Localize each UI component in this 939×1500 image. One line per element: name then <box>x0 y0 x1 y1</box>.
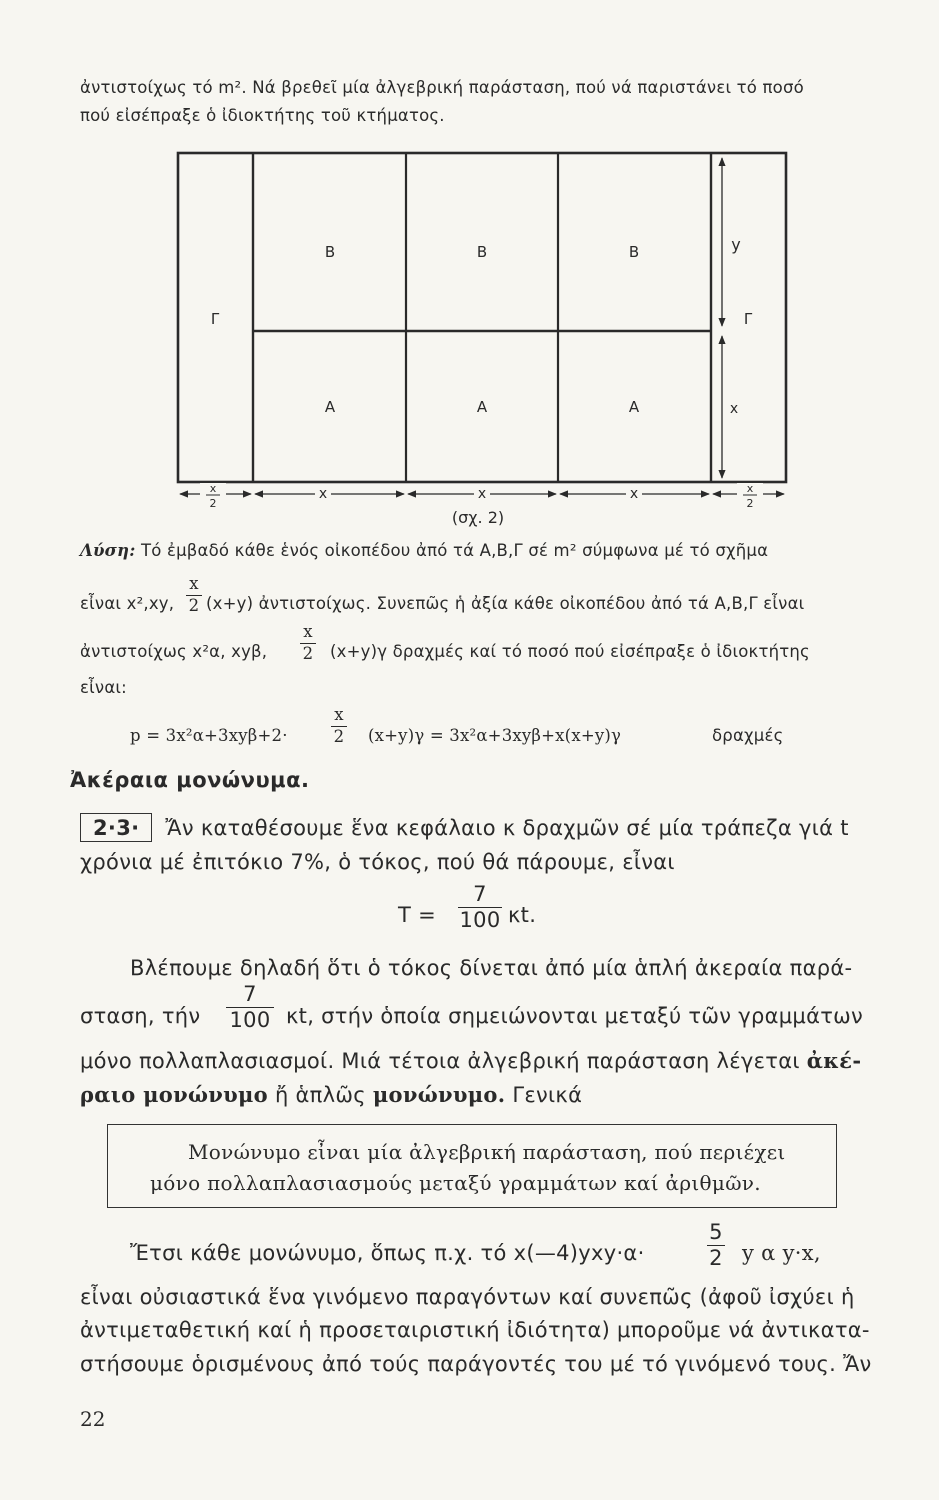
para-2-3-text-6b: ἤ ἁπλῶς <box>274 1083 366 1107</box>
plot-label-A-2: A <box>476 398 488 416</box>
term-akeraio: ἀκέ- <box>806 1048 862 1073</box>
fraction-5-over-2 <box>707 1222 725 1269</box>
intro-line-1: ἀντιστοίχως τό m². Νά βρεθεῖ μία ἀλγεβρική παράσταση, πού νά παριστάνει τό ποσό <box>80 78 804 97</box>
fraction-numerator: 7 <box>473 882 487 906</box>
para-2-3-text-6d: Γενικά <box>512 1083 583 1107</box>
fraction-x-over-2 <box>186 576 202 614</box>
fraction-numerator: x <box>334 705 344 724</box>
closing-line-4: στήσουμε ὁρισμένους ἀπό τούς παράγοντές του μέ τό γινόμενό τους. Ἄν <box>80 1352 872 1376</box>
dim-x-label-1: x <box>318 486 328 502</box>
plot-label-gamma-left: Γ <box>210 310 220 328</box>
solution-text-1: Τό ἐμβαδό κάθε ἑνός οἰκοπέδου ἀπό τά Α,Β,Γ σέ m² σύμφωνα μέ τό σχῆμα <box>140 541 769 560</box>
plot-label-B-3: B <box>628 243 640 261</box>
intro-line-2: πού εἰσέπραξε ὁ ἰδιοκτήτης τοῦ κτήματος. <box>80 106 445 125</box>
term-mononymo: μονώνυμο. <box>372 1082 506 1107</box>
solution-line-2b: (x+y) ἀντιστοίχως. Συνεπῶς ἡ ἀξία κάθε οἰκοπέδου ἀπό τά Α,Β,Γ εἶναι <box>206 594 805 613</box>
fraction-7-over-100 <box>458 884 502 931</box>
plot-label-A-1: A <box>324 398 336 416</box>
fraction-denominator: 2 <box>333 726 345 746</box>
closing-line-1a: Ἔτσι κάθε μονώνυμο, ὅπως π.χ. τό x(—4)yxy·α· <box>130 1241 645 1265</box>
definition-box <box>107 1124 837 1208</box>
paragraph-number: 2·3· <box>80 813 152 842</box>
half-x-den-left: 2 <box>209 497 217 510</box>
dim-x-label-3: x <box>629 486 639 502</box>
dim-x-label-2: x <box>477 486 487 502</box>
definition-line-1: Μονώνυμο εἶναι μία ἀλγεβρική παράσταση, πού περιέχει <box>188 1140 786 1164</box>
fraction-7-over-100 <box>226 984 274 1031</box>
half-x-num-right: x <box>746 482 754 495</box>
fraction-denominator: 2 <box>709 1246 723 1270</box>
plot-label-B-1: B <box>324 243 336 261</box>
solution-line-3b: (x+y)γ δραχμές καί τό ποσό πού εἰσέπραξε ὁ ἰδιοκτήτης <box>330 642 810 661</box>
para-2-3-line-1 <box>80 816 849 840</box>
equation-rhs: κt. <box>508 903 537 927</box>
solution-line-2a: εἶναι x²,xy, <box>80 594 175 613</box>
formula-part-b: (x+y)γ = 3x²α+3xyβ+x(x+y)γ <box>368 726 622 745</box>
fraction-denominator: 2 <box>188 595 200 615</box>
fraction-denominator: 100 <box>459 908 501 932</box>
term-akeraio-mononymo: ραιο μονώνυμο <box>80 1082 268 1107</box>
para-2-3-line-4b: κt, στήν ὁποία σημειώνονται μεταξύ τῶν γραμμάτων <box>286 1004 864 1028</box>
para-2-3-text-5a: μόνο πολλαπλασιασμοί. Μιά τέτοια ἀλγεβρική παράσταση λέγεται <box>80 1049 800 1073</box>
definition-line-2: μόνο πολλαπλασιασμούς μεταξύ γραμμάτων καί ἀριθμῶν. <box>150 1171 761 1195</box>
solution-line-3a: ἀντιστοίχως x²α, xyβ, <box>80 642 268 661</box>
solution-label: Λύση: <box>80 541 136 560</box>
closing-line-2: εἶναι οὐσιαστικά ἕνα γινόμενο παραγόντων καί συνεπῶς (ἀφοῦ ἰσχύει ἡ <box>80 1285 855 1309</box>
solution-line-4: εἶναι: <box>80 678 127 697</box>
para-2-3-line-4a: σταση, τήν <box>80 1004 201 1028</box>
closing-line-3: ἀντιμεταθετική καί ἡ προσεταιριστική ἰδιότητα) μποροῦμε νά ἀντικατα- <box>80 1318 870 1342</box>
formula-part-a: p = 3x²α+3xyβ+2· <box>130 726 288 745</box>
fraction-numerator: 5 <box>709 1220 723 1244</box>
section-title: Ἀκέραια μονώνυμα. <box>70 768 310 792</box>
outer-plot-rect <box>178 153 786 482</box>
fraction-denominator: 100 <box>229 1008 271 1032</box>
para-2-3-line-3: Βλέπουμε δηλαδή ὅτι ὁ τόκος δίνεται ἀπό μία ἁπλή ἀκεραία παρά- <box>130 956 853 980</box>
page-number: 22 <box>80 1407 106 1431</box>
fraction-x-over-2 <box>300 624 316 662</box>
para-2-3-line-6 <box>80 1082 582 1107</box>
equation-lhs: T = <box>398 903 436 927</box>
land-plot-figure <box>0 0 939 540</box>
plot-label-A-3: A <box>628 398 640 416</box>
closing-line-1b: y α y·x, <box>742 1241 821 1265</box>
fraction-numerator: x <box>189 574 199 593</box>
fraction-x-over-2 <box>331 707 347 745</box>
plot-label-B-2: B <box>476 243 488 261</box>
plot-label-gamma-right: Γ <box>743 310 753 328</box>
half-x-den-right: 2 <box>746 497 754 510</box>
fraction-numerator: x <box>303 622 313 641</box>
para-2-3-line-2: χρόνια μέ ἐπιτόκιο 7%, ὁ τόκος, πού θά πάρουμε, εἶναι <box>80 850 675 874</box>
para-2-3-text-1: Ἄν καταθέσουμε ἕνα κεφάλαιο κ δραχμῶν σέ μία τράπεζα γιά t <box>165 816 849 840</box>
figure-caption: (σχ. 2) <box>451 508 505 527</box>
solution-line-1 <box>80 541 768 560</box>
half-x-num-left: x <box>209 482 217 495</box>
fraction-numerator: 7 <box>243 982 257 1006</box>
para-2-3-line-5 <box>80 1048 861 1073</box>
formula-unit: δραχμές <box>712 726 784 745</box>
dimension-label-x-vertical: x <box>729 401 739 417</box>
dimension-label-y: y <box>731 235 741 254</box>
fraction-denominator: 2 <box>302 643 314 663</box>
